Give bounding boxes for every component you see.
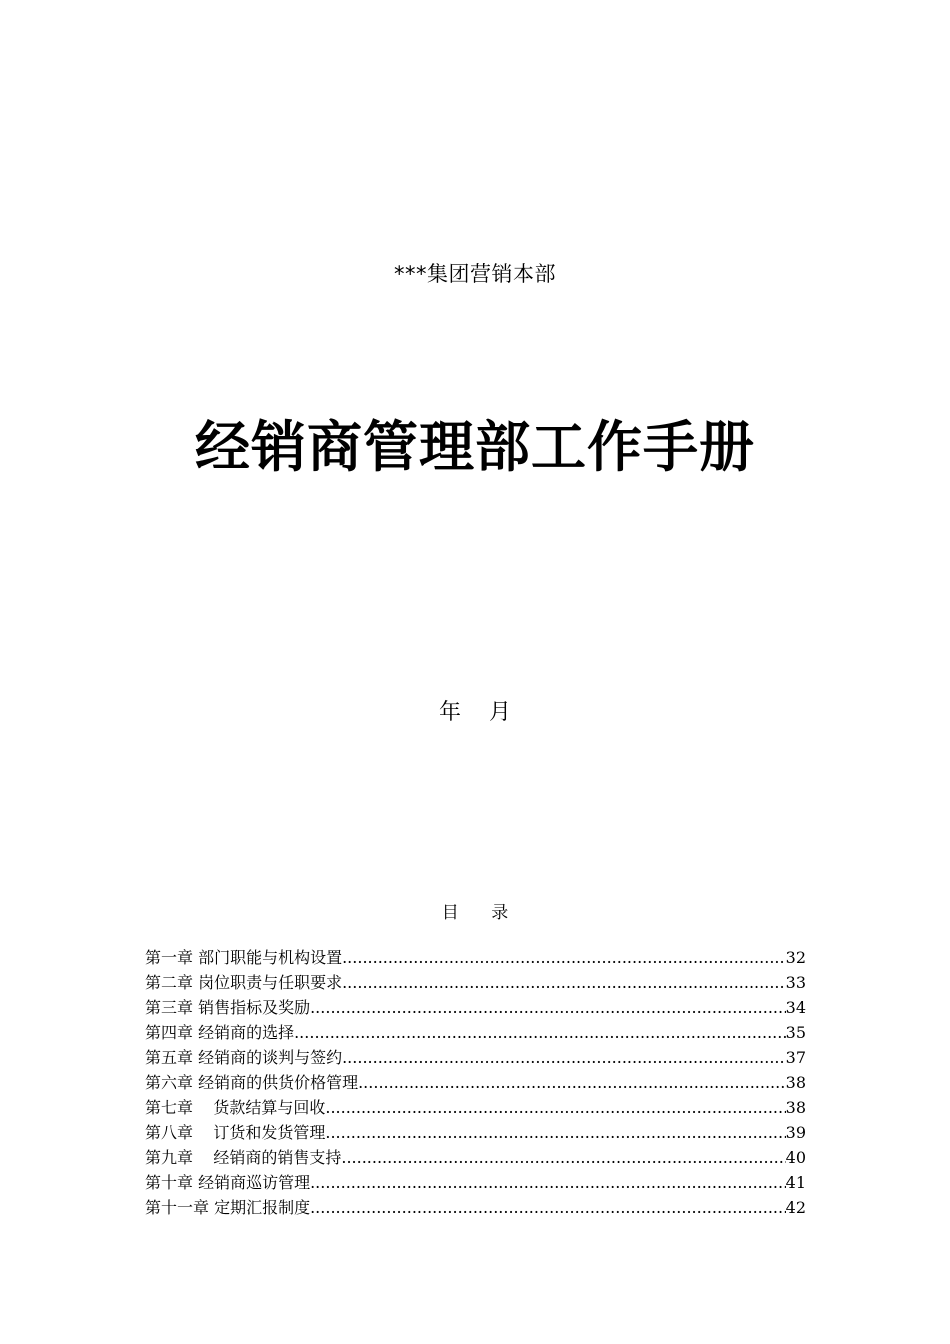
toc-leader-dots xyxy=(310,995,786,1020)
toc-entry-label: 第一章 部门职能与机构设置 xyxy=(145,948,343,967)
toc-entry-label: 第八章 订货和发货管理 xyxy=(145,1123,326,1142)
toc-entry-page: 34 xyxy=(785,998,806,1017)
toc-entry-page: 37 xyxy=(785,1048,806,1067)
toc-entry-label: 第十一章 定期汇报制度 xyxy=(145,1198,311,1217)
organization-name: ***集团营销本部 xyxy=(394,262,556,286)
toc-entry[interactable] xyxy=(145,970,806,995)
toc-entry-page: 35 xyxy=(785,1023,806,1042)
toc-entry-label: 第二章 岗位职责与任职要求 xyxy=(145,973,343,992)
toc-leader-dots xyxy=(310,1195,786,1220)
toc-entry-label: 第五章 经销商的谈判与签约 xyxy=(145,1048,343,1067)
toc-leader-dots xyxy=(358,1070,786,1095)
toc-entry-page: 32 xyxy=(785,948,806,967)
toc-leader-dots xyxy=(342,945,786,970)
toc-entry[interactable] xyxy=(145,1095,806,1120)
toc-entry-label: 第十章 经销商巡访管理 xyxy=(145,1173,311,1192)
toc-entry[interactable] xyxy=(145,945,806,970)
toc-leader-dots xyxy=(341,1145,785,1170)
toc-entry-page: 38 xyxy=(785,1098,806,1117)
toc-entry-label: 第三章 销售指标及奖励 xyxy=(145,998,311,1017)
toc-heading: 目 录 xyxy=(441,903,509,923)
document-title: 经销商管理部工作手册 xyxy=(194,415,755,479)
toc-entry[interactable] xyxy=(145,1020,806,1045)
toc-entry[interactable] xyxy=(145,1145,806,1170)
toc-entry-page: 39 xyxy=(785,1123,806,1142)
toc-entry-page: 42 xyxy=(785,1198,806,1217)
toc-entry-label: 第四章 经销商的选择 xyxy=(145,1023,295,1042)
toc-entry-page: 33 xyxy=(785,973,806,992)
toc-leader-dots xyxy=(294,1020,786,1045)
toc-entry-label: 第九章 经销商的销售支持 xyxy=(145,1148,342,1167)
toc-entry-label: 第六章 经销商的供货价格管理 xyxy=(145,1073,359,1092)
table-of-contents xyxy=(145,945,806,1220)
toc-entry-page: 38 xyxy=(785,1073,806,1092)
toc-entry[interactable] xyxy=(145,1195,806,1220)
toc-leader-dots xyxy=(342,970,786,995)
toc-entry[interactable] xyxy=(145,1045,806,1070)
toc-leader-dots xyxy=(310,1170,786,1195)
toc-entry-label: 第七章 货款结算与回收 xyxy=(145,1098,326,1117)
document-date: 年 月 xyxy=(439,700,511,725)
toc-entry-page: 41 xyxy=(785,1173,806,1192)
toc-leader-dots xyxy=(325,1120,785,1145)
toc-entry[interactable] xyxy=(145,1070,806,1095)
toc-entry[interactable] xyxy=(145,995,806,1020)
toc-leader-dots xyxy=(325,1095,785,1120)
toc-entry[interactable] xyxy=(145,1170,806,1195)
toc-entry[interactable] xyxy=(145,1120,806,1145)
toc-entry-page: 40 xyxy=(785,1148,806,1167)
toc-leader-dots xyxy=(342,1045,786,1070)
